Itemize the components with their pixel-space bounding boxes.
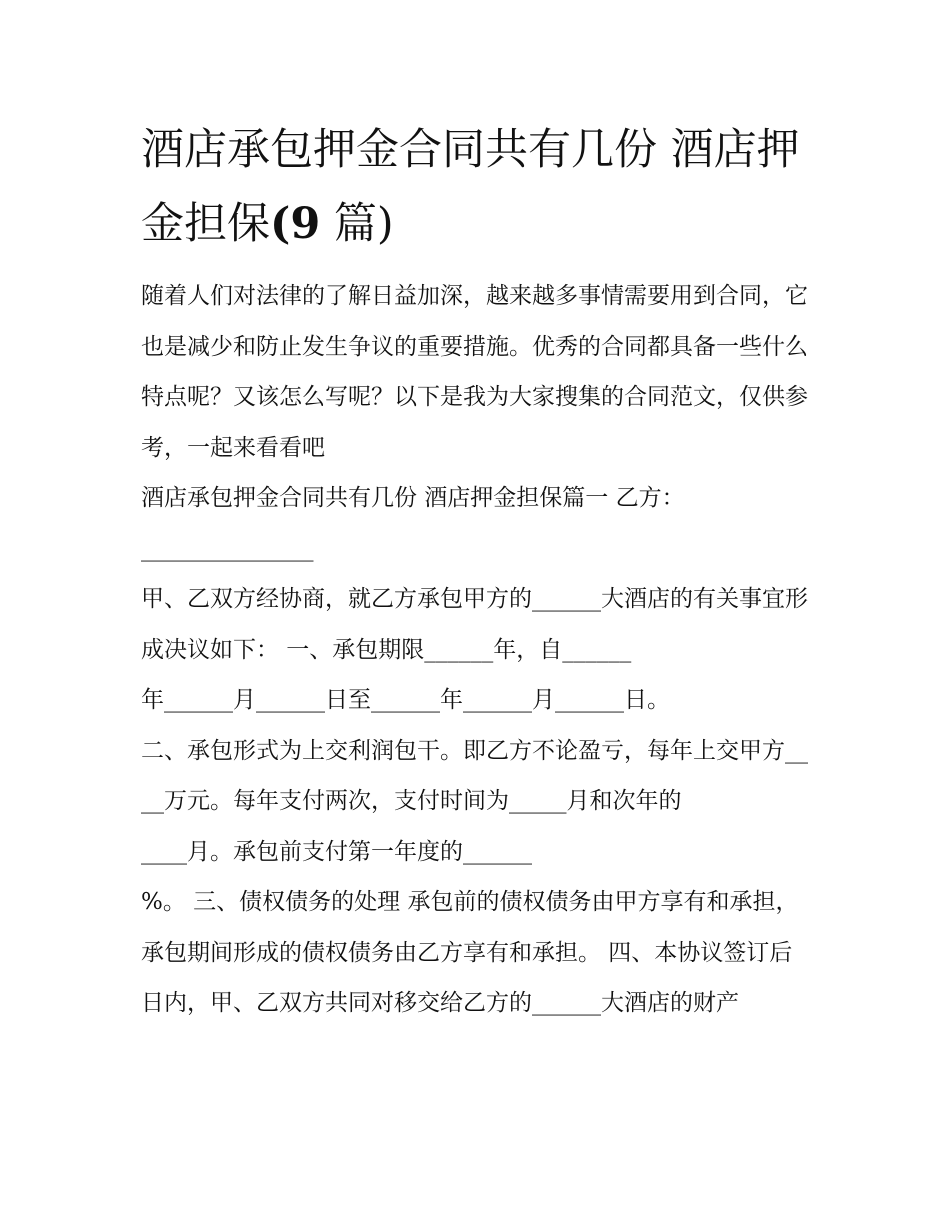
clause-term-paragraph: 甲、乙双方经协商，就乙方承包甲方的______大酒店的有关事宜形成决议如下： 一、承包期限______年，自______ bbox=[141, 586, 808, 663]
clause-debt-paragraph: %。 三、债权债务的处理 承包前的债权债务由甲方享有和承担，承包期间形成的债权债务由乙方享有和承担。 四、本协议签订后 bbox=[141, 889, 799, 966]
clause-form-payment: ____月。承包前支付第一年度的______ bbox=[141, 838, 532, 865]
clause-form-paragraph: 二、承包形式为上交利润包干。即乙方不论盈亏，每年上交甲方____万元。每年支付两次，支付时间为_____月和次年的 bbox=[141, 737, 808, 814]
title-suffix: 篇) bbox=[320, 199, 394, 249]
clause-term-dates: 年______月______日至______年______月______日。 bbox=[141, 687, 670, 713]
clause-transfer-paragraph: 日内，甲、乙双方共同对移交给乙方的______大酒店的财产 bbox=[141, 990, 739, 1016]
document-title bbox=[141, 113, 816, 261]
title-text: 酒店承包押金合同共有几份 酒店押金担保 bbox=[141, 125, 800, 249]
intro-paragraph: 随着人们对法律的了解日益加深，越来越多事情需要用到合同，它也是减少和防止发生争议的重要措施。优秀的合同都具备一些什么特点呢？又该怎么写呢？以下是我为大家搜集的合同范文，仅供参考，一起来看看吧 bbox=[141, 283, 808, 461]
title-count: (9 bbox=[270, 199, 321, 249]
party-b-blank: _______________ bbox=[141, 535, 314, 562]
section-heading-line: 酒店承包押金合同共有几份 酒店押金担保篇一 乙方： bbox=[141, 485, 685, 511]
document-body bbox=[141, 113, 816, 1029]
